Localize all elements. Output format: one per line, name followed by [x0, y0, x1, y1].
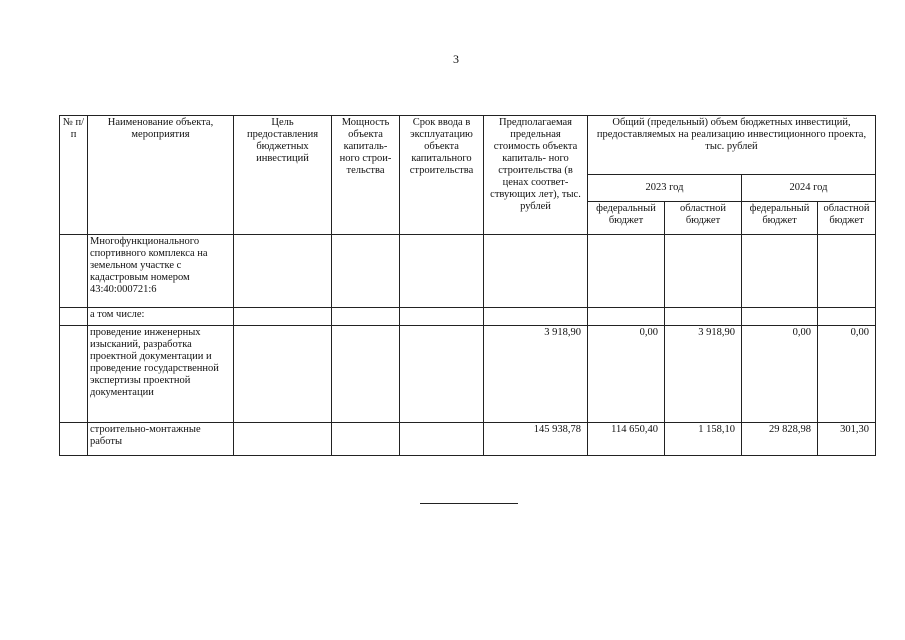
end-separator-line	[420, 503, 518, 504]
cell-name: проведение инженерных изысканий, разработка проектной документации и проведение государственной экспертизы проектной документации	[88, 326, 234, 423]
cell-goal	[234, 235, 332, 308]
header-goal: Цель предоставления бюджетных инвестиций	[234, 116, 332, 235]
budget-investment-table	[59, 115, 876, 456]
cell-deadline	[400, 235, 484, 308]
cell-reg-2023: 1 158,10	[665, 423, 742, 456]
cell-num	[60, 326, 88, 423]
cell-goal	[234, 423, 332, 456]
cell-reg-2024	[818, 235, 876, 308]
cell-fed-2024	[742, 235, 818, 308]
cell-reg-2023: 3 918,90	[665, 326, 742, 423]
header-federal-2024: федеральный бюджет	[742, 202, 818, 235]
cell-capacity	[332, 235, 400, 308]
cell-deadline	[400, 326, 484, 423]
cell-goal	[234, 326, 332, 423]
cell-cost	[484, 308, 588, 326]
cell-name: Многофункционального спортивного комплекса на земельном участке с кадастровым номером 43:40:000721:6	[88, 235, 234, 308]
header-num: № п/п	[60, 116, 88, 235]
table-row	[60, 308, 876, 326]
page-number: 3	[453, 52, 459, 66]
cell-reg-2024: 0,00	[818, 326, 876, 423]
cell-reg-2023	[665, 235, 742, 308]
cell-capacity	[332, 423, 400, 456]
cell-fed-2023: 114 650,40	[588, 423, 665, 456]
header-capacity: Мощность объекта капиталь- ного строи- тельства	[332, 116, 400, 235]
cell-cost: 145 938,78	[484, 423, 588, 456]
cell-goal	[234, 308, 332, 326]
header-deadline: Срок ввода в эксплуатацию объекта капитального строительства	[400, 116, 484, 235]
cell-name: строительно-монтажные работы	[88, 423, 234, 456]
table-row	[60, 235, 876, 308]
header-name: Наименование объекта, мероприятия	[88, 116, 234, 235]
cell-reg-2024: 301,30	[818, 423, 876, 456]
cell-fed-2024: 0,00	[742, 326, 818, 423]
cell-cost	[484, 235, 588, 308]
cell-deadline	[400, 423, 484, 456]
cell-capacity	[332, 326, 400, 423]
header-total: Общий (предельный) объем бюджетных инвестиций, предоставляемых на реализацию инвестиционного проекта, тыс. рублей	[588, 116, 876, 175]
cell-fed-2023	[588, 235, 665, 308]
cell-reg-2024	[818, 308, 876, 326]
cell-deadline	[400, 308, 484, 326]
header-cost: Предполагаемая предельная стоимость объекта капиталь- ного строительства (в ценах соответ- ствующих лет), тыс. рублей	[484, 116, 588, 235]
table-row	[60, 423, 876, 456]
cell-num	[60, 423, 88, 456]
cell-num	[60, 235, 88, 308]
cell-cost: 3 918,90	[484, 326, 588, 423]
cell-name: а том числе:	[88, 308, 234, 326]
cell-reg-2023	[665, 308, 742, 326]
table-row	[60, 326, 876, 423]
cell-fed-2023: 0,00	[588, 326, 665, 423]
header-regional-2024: областной бюджет	[818, 202, 876, 235]
header-federal-2023: федеральный бюджет	[588, 202, 665, 235]
header-regional-2023: областной бюджет	[665, 202, 742, 235]
header-year-2023: 2023 год	[588, 175, 742, 202]
header-year-2024: 2024 год	[742, 175, 876, 202]
cell-num	[60, 308, 88, 326]
cell-fed-2023	[588, 308, 665, 326]
cell-fed-2024	[742, 308, 818, 326]
cell-capacity	[332, 308, 400, 326]
cell-fed-2024: 29 828,98	[742, 423, 818, 456]
